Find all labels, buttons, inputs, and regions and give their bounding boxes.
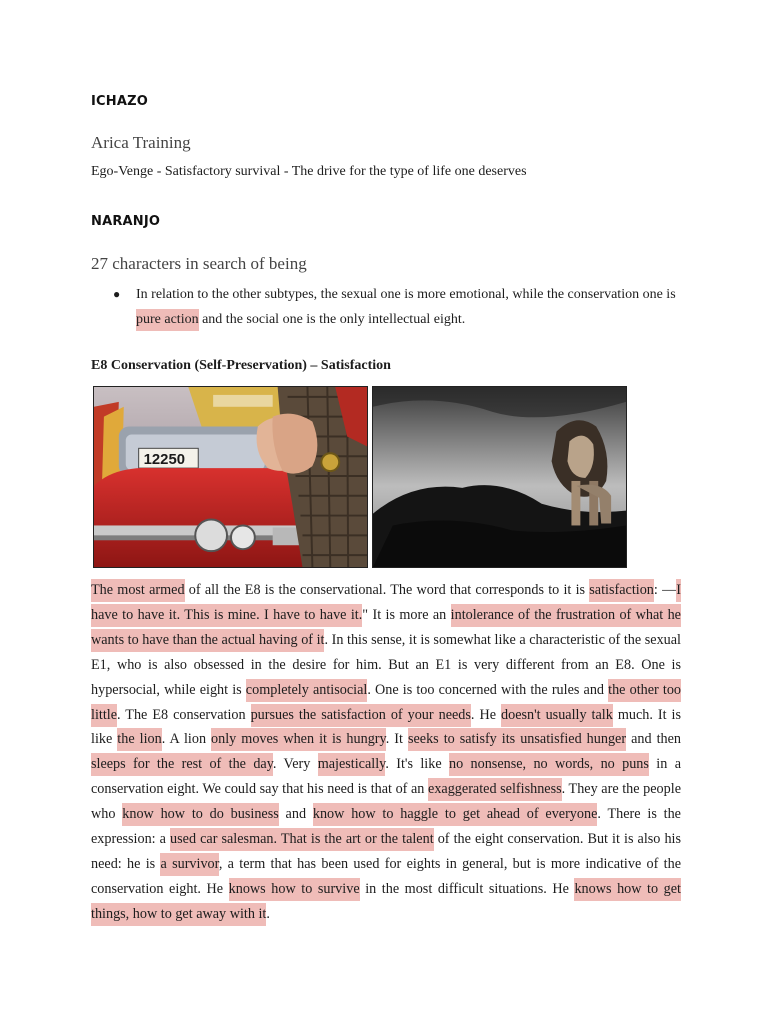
- body-text: . In this sense, it is somewhat like a characteristic of the sexual E1, who is also obsessed in the desire for him. But an E1 is very different from an E8. One is hypersocial, while eight is: [91, 631, 681, 698]
- lion-photo: [372, 386, 627, 568]
- body-text: . It: [385, 731, 408, 748]
- body-text: in a conservation eight. We could say that his need is that of an: [91, 756, 681, 798]
- body-text: and the social one is the only intellectual eight.: [198, 312, 466, 327]
- body-text: of all the E8 is the conservational. The word that corresponds to it is: [184, 582, 590, 598]
- body-text: . One is too concerned with the rules and: [367, 681, 609, 698]
- ichazo-heading: ICHAZO: [91, 94, 148, 109]
- highlighted-text: The most armed: [91, 579, 185, 602]
- body-text: and then: [626, 731, 682, 748]
- body-text: of the eight conservation. But it is also his need: he is: [91, 831, 681, 872]
- highlighted-text: doesn't usually talk: [501, 704, 613, 727]
- body-text: . It's like: [385, 756, 449, 773]
- price-sticker: 12250: [143, 452, 186, 469]
- highlighted-text: intolerance of the frustration of what he wants to have than the actual having of it: [91, 604, 681, 652]
- body-text: " It is more an: [362, 606, 451, 623]
- highlighted-text: used car salesman. That is the art or the talent: [170, 828, 434, 851]
- car-salesman-photo: [93, 386, 368, 568]
- naranjo-bullet-list: [91, 282, 681, 332]
- highlighted-text: I have to have it. This is mine. I have to have it.: [91, 579, 681, 627]
- body-text: . Very: [272, 756, 318, 773]
- highlighted-text: seeks to satisfy its unsatisfied hunger: [408, 728, 626, 751]
- body-text: . He: [470, 706, 501, 723]
- highlighted-text: only moves when it is hungry: [211, 728, 386, 751]
- highlighted-text: sleeps for the rest of the day: [91, 753, 273, 776]
- bullet-text: [136, 287, 676, 331]
- highlighted-text: knows how to get things, how to get away with it: [91, 878, 681, 926]
- highlighted-text: know how to haggle to get ahead of everyone: [313, 803, 598, 826]
- body-text: much. It is like: [91, 706, 682, 748]
- body-text: . They are the people who: [91, 781, 681, 823]
- highlighted-text: knows how to survive: [229, 878, 360, 901]
- highlighted-text: satisfaction: [589, 579, 654, 602]
- highlighted-text: pursues the satisfaction of your needs: [251, 704, 471, 727]
- body-text: . The E8 conservation: [117, 706, 251, 723]
- ichazo-description: Ego-Venge - Satisfactory survival - The drive for the type of life one deserves: [91, 164, 527, 179]
- bullet-dot-icon: ●: [113, 287, 121, 301]
- body-text: In relation to the other subtypes, the sexual one is more emotional, while the conservation one is: [136, 287, 676, 302]
- highlighted-text: a survivor: [160, 853, 218, 876]
- naranjo-subtitle: 27 characters in search of being: [91, 254, 307, 273]
- body-text: : —: [653, 582, 677, 598]
- body-text: .: [266, 905, 270, 922]
- naranjo-heading: NARANJO: [91, 214, 161, 229]
- highlighted-text: exaggerated selfishness: [428, 778, 562, 801]
- body-text: in the most difficult situations. He: [359, 880, 575, 897]
- e8-description-paragraph: [91, 578, 681, 927]
- body-text: , a term that has been used for eights in general, but is more indicative of the conservation eight. He: [91, 855, 682, 897]
- body-text: . A lion: [161, 731, 212, 748]
- bullet-item: [91, 282, 681, 332]
- highlighted-text: completely antisocial: [246, 679, 368, 702]
- body-text: . There is the expression: a: [91, 806, 681, 848]
- highlighted-text: pure action: [136, 309, 199, 331]
- ichazo-subtitle: Arica Training: [91, 133, 191, 152]
- e8-conservation-heading: E8 Conservation (Self-Preservation) – Satisfaction: [91, 358, 391, 373]
- highlighted-text: know how to do business: [122, 803, 279, 826]
- body-text: and: [278, 806, 313, 823]
- highlighted-text: the other too little: [91, 679, 681, 727]
- highlighted-text: the lion: [117, 728, 161, 751]
- highlighted-text: no nonsense, no words, no puns: [449, 753, 649, 776]
- highlighted-text: majestically: [318, 753, 386, 776]
